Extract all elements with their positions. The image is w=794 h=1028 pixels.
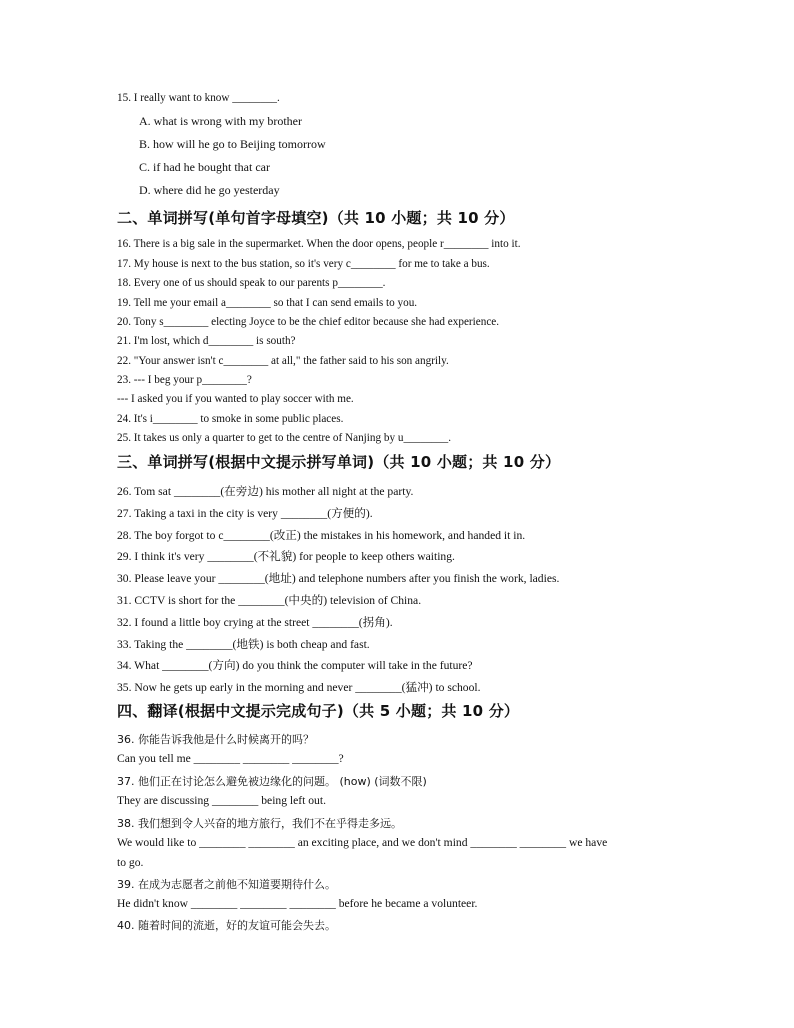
question-36-chinese: 36. 你能告诉我他是什么时候离开的吗？ — [117, 733, 314, 746]
question-23-reply: --- I asked you if you wanted to play soccer with me. — [117, 393, 354, 405]
question-38-english-cont: to go. — [117, 856, 144, 869]
question-15-option-c: C. if had he bought that car — [139, 160, 270, 174]
question-21: 21. I'm lost, which d________ is south? — [117, 335, 296, 347]
question-23: 23. --- I beg your p________? — [117, 374, 252, 386]
section-3-heading: 三、单词拼写(根据中文提示拼写单词)（共 10 小题；共 10 分） — [117, 453, 561, 471]
question-25: 25. It takes us only a quarter to get to the centre of Nanjing by u________. — [117, 432, 451, 444]
section-2-heading: 二、单词拼写(单句首字母填空)（共 10 小题；共 10 分） — [117, 209, 515, 227]
question-38-english: We would like to ________ ________ an exciting place, and we don't mind ________ ________ we have — [117, 836, 608, 849]
question-15-option-b: B. how will he go to Beijing tomorrow — [139, 137, 326, 151]
question-39-chinese: 39. 在成为志愿者之前他不知道要期待什么。 — [117, 878, 336, 891]
question-27: 27. Taking a taxi in the city is very ________(方便的). — [117, 507, 373, 520]
question-15-option-a: A. what is wrong with my brother — [139, 114, 302, 128]
question-33: 33. Taking the ________(地铁) is both cheap and fast. — [117, 638, 370, 651]
question-39-english: He didn't know ________ ________ ________ before he became a volunteer. — [117, 897, 478, 910]
section-4-heading: 四、翻译(根据中文提示完成句子)（共 5 小题；共 10 分） — [117, 702, 520, 720]
question-37-english: They are discussing ________ being left out. — [117, 794, 326, 807]
question-29: 29. I think it's very ________(不礼貌) for people to keep others waiting. — [117, 550, 455, 563]
question-38-chinese: 38. 我们想到令人兴奋的地方旅行，我们不在乎得走多远。 — [117, 817, 402, 830]
question-16: 16. There is a big sale in the supermarket. When the door opens, people r________ into it. — [117, 238, 521, 250]
question-15-option-d: D. where did he go yesterday — [139, 183, 280, 197]
question-37-chinese: 37. 他们正在讨论怎么避免被边缘化的问题。 (how) (词数不限) — [117, 775, 427, 788]
question-31: 31. CCTV is short for the ________(中央的) television of China. — [117, 594, 422, 607]
question-30: 30. Please leave your ________(地址) and telephone numbers after you finish the work, ladies. — [117, 572, 560, 585]
question-19: 19. Tell me your email a________ so that I can send emails to you. — [117, 297, 418, 309]
question-32: 32. I found a little boy crying at the street ________(拐角). — [117, 616, 393, 629]
question-18: 18. Every one of us should speak to our parents p________. — [117, 277, 386, 289]
question-26: 26. Tom sat ________(在旁边) his mother all night at the party. — [117, 485, 414, 498]
question-20: 20. Tony s________ electing Joyce to be the chief editor because she had experience. — [117, 316, 500, 328]
question-24: 24. It's i________ to smoke in some public places. — [117, 413, 344, 425]
question-17: 17. My house is next to the bus station, so it's very c________ for me to take a bus. — [117, 258, 490, 270]
question-15-stem: 15. I really want to know ________. — [117, 92, 280, 104]
question-34: 34. What ________(方向) do you think the computer will take in the future? — [117, 659, 473, 672]
question-28: 28. The boy forgot to c________(改正) the mistakes in his homework, and handed it in. — [117, 529, 526, 542]
question-35: 35. Now he gets up early in the morning and never ________(猛冲) to school. — [117, 681, 481, 694]
question-36-english: Can you tell me ________ ________ ________? — [117, 752, 344, 765]
question-40-chinese: 40. 随着时间的流逝，好的友谊可能会失去。 — [117, 919, 336, 932]
question-22: 22. "Your answer isn't c________ at all," the father said to his son angrily. — [117, 355, 449, 367]
